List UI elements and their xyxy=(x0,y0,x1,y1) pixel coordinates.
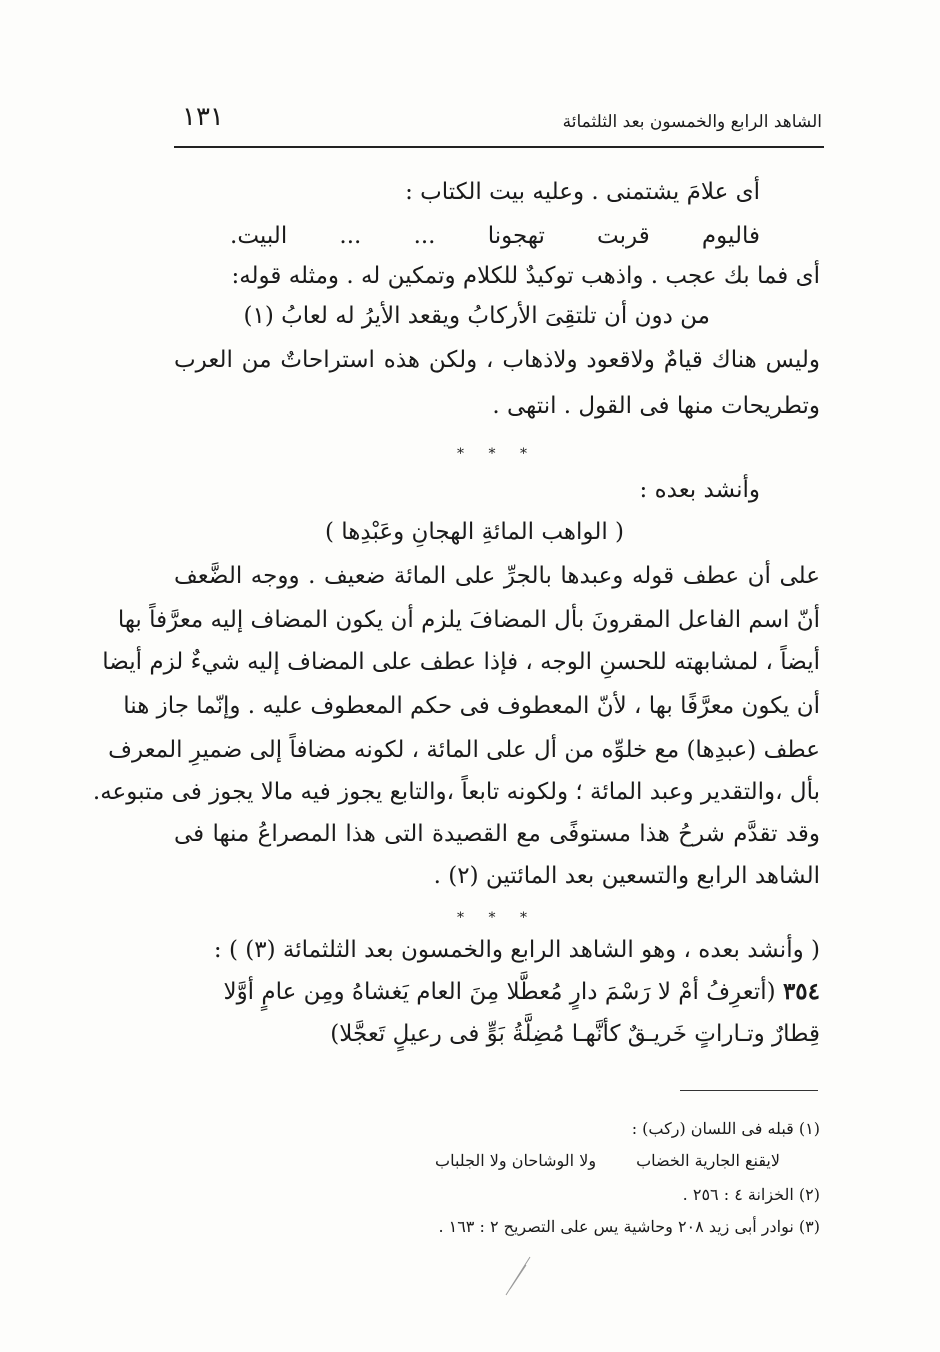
page-number: ١٣١ xyxy=(182,102,224,132)
paragraph-line: أن يكون معرَّفًا بها ، لأنّ المعطوف فى حكم المعطوف عليه . وإنّما جاز هنا xyxy=(123,693,820,719)
witness-number: ٣٥٤ xyxy=(782,978,820,1005)
footnote-1: (١) قبله فى اللسان (ركب) : xyxy=(631,1119,820,1138)
verse-word: قربت xyxy=(597,223,650,249)
poem-text: (أتعرِفُ أمْ لا رَسْمَ دارٍ مُعطَّلا مِنَ العام يَغشاهُ ومِن عامٍ أوَّلا xyxy=(223,979,776,1005)
footnote-verse-hemistich: لايقنع الجارية الخضاب xyxy=(636,1151,780,1170)
verse-word: البيت. xyxy=(230,223,288,249)
footnote-3: (٣) نوادر أبى زيد ٢٠٨ وحاشية يس على التصريح ٢ : ١٦٣ . xyxy=(438,1217,820,1236)
paragraph-line: الشاهد الرابع والتسعين بعد المائتين (٢) . xyxy=(433,863,820,889)
paragraph-line: أنّ اسم الفاعل المقرونَ بأل المضافَ يلزم أن يكون المضاف إليه معرَّفاً بها xyxy=(117,607,820,633)
footnote-2: (٢) الخزانة ٤ : ٢٥٦ . xyxy=(682,1185,820,1204)
verse-word: فاليوم xyxy=(701,223,760,249)
footnote-verse-hemistich: ولا الوشاحان ولا الجلباب xyxy=(435,1151,597,1170)
page-header xyxy=(182,92,822,132)
poem-line: قِطارٌ وتـاراتٍ خَريـقٌ كأنَّهـا مُضِلَّةُ بَوٍّ فى رعيلٍ تَعجَّلا) xyxy=(330,1021,820,1047)
text-line: أى علامَ يشتمنى . وعليه بيت الكتاب : xyxy=(405,179,760,205)
section-divider: * * * xyxy=(457,446,537,462)
verse-line xyxy=(230,218,820,254)
verse-word: تهجونا xyxy=(487,223,545,249)
text-line: وليس هناك قيامٌ ولاقعود ولاذهاب ، ولكن هذه استراحاتٌ من العرب xyxy=(174,347,820,373)
footnote-rule xyxy=(680,1090,818,1091)
paragraph-line: أيضاً ، لمشابهته للحسنِ الوجه ، فإذا عطف على المضاف إليه شيءٌ لزم أيضا xyxy=(102,649,820,675)
text-line: أى فما بك عجب . واذهب توكيدٌ للكلام وتمكين له . ومثله قوله: xyxy=(231,263,820,289)
paragraph-line: عطف (عبدِها) مع خلوِّه من أل على المائة ، لكونه مضافاً إلى ضميرِ المعرف xyxy=(108,737,820,763)
quoted-hemistich: ( الواهب المائةِ الهجانِ وعَبْدِها ) xyxy=(324,519,624,545)
text-line: وتطريحات منها فى القول . انتهى . xyxy=(492,393,820,419)
footnote-1-verse xyxy=(435,1148,780,1174)
witness-heading: ( وأنشد بعده ، وهو الشاهد الرابع والخمسون بعد الثلثمائة (٣) ) : xyxy=(213,937,820,963)
paragraph-line: بأل ،والتقدير وعبد المائة ؛ ولكونه تابعاً ،والتابع يجوز فيه مالا يجوز فى متبوعه. xyxy=(92,779,820,805)
verse-word: ... xyxy=(413,223,436,249)
pencil-mark xyxy=(500,1255,534,1299)
section-divider: * * * xyxy=(457,910,537,926)
paragraph-line: على أن عطف قوله وعبدها بالجرِّ على المائة ضعيف . ووجه الضَّعف xyxy=(174,563,820,589)
verse-line: من دون أن تلتقِىَ الأركابُ ويقعد الأيرُ له لعابُ (١) xyxy=(243,303,710,329)
text-line: وأنشد بعده : xyxy=(639,477,760,503)
poem-line xyxy=(223,974,820,1010)
running-title: الشاهد الرابع والخمسون بعد الثلثمائة xyxy=(562,112,822,132)
header-rule xyxy=(174,146,824,148)
verse-word: ... xyxy=(339,223,362,249)
paragraph-line: وقد تقدَّم شرحُ هذا مستوفًى مع القصيدة التى هذا المصراعُ منها فى xyxy=(174,821,820,847)
